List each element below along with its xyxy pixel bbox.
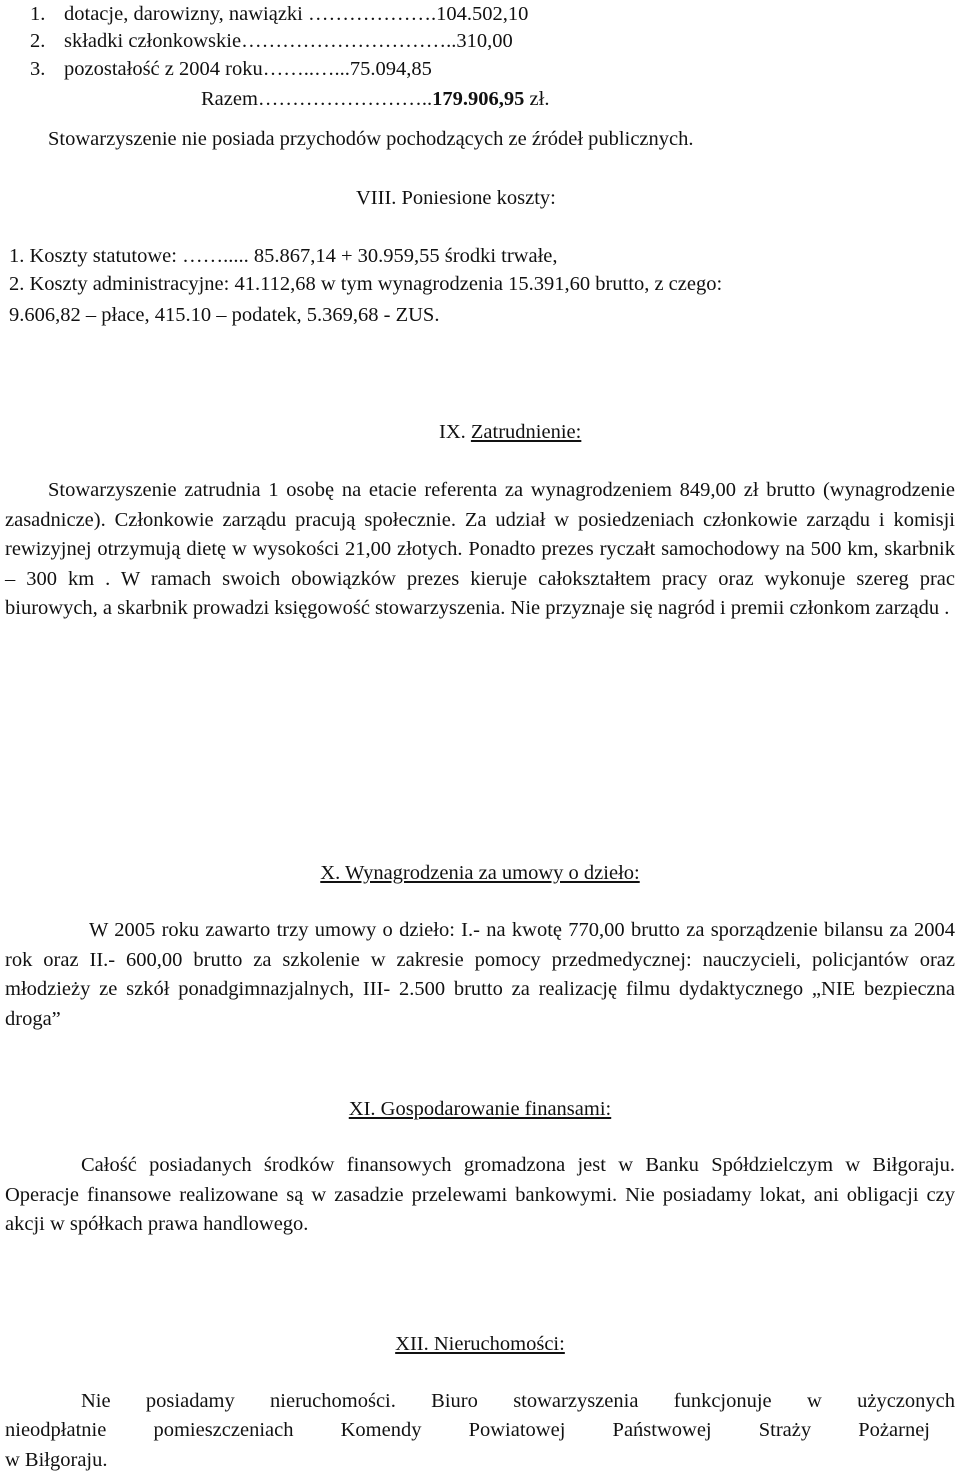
income-total-label: Razem xyxy=(201,88,258,110)
section-x-body: W 2005 roku zawarto trzy umowy o dzieło: I.- na kwotę 770,00 brutto za sporządzenie bilansu za 2004 rok oraz II.- 600,00 brutto za szkolenie w zakresie pomocy przedmedycznej: nauczycieli, policjantów oraz młodzieży ze szkół ponadgimnazjalnych, III- 2.500 brutto za realizację filmu dydaktycznego „NIE bezpieczna droga” xyxy=(5,919,955,1030)
section-xii-body-line-2: nieodpłatnie pomieszczeniach Komendy Powiatowej Państwowej Straży Pożarnej xyxy=(5,1419,930,1441)
income-total-dots: …………………….. xyxy=(257,88,433,110)
income-item-3-number: 3. xyxy=(30,58,46,80)
section-viii-line-1 xyxy=(9,243,558,269)
section-x-heading: X. Wynagrodzenia za umowy o dzieło: xyxy=(320,862,640,884)
section-xii-body-line-1: Nie posiadamy nieruchomości. Biuro stowarzyszenia funkcjonuje w użyczonych xyxy=(81,1390,955,1412)
section-ix-body: Stowarzyszenie zatrudnia 1 osobę na etacie referenta za wynagrodzeniem 849,00 zł brutto (wynagrodzenie zasadnicze). Członkowie zarządu pracują społecznie. Za udział w posiedzeniach członkowie zarządu i komisji rewizyjnej otrzymują dietę w wysokości 21,00 złotych. Ponadto prezes ryczałt samochodowy na 500 km, skarbnik – 300 km . W ramach swoich obowiązków prezes kieruje całokształtem pracy oraz wykonuje szereg prac biurowych, a skarbnik prowadzi księgowość stowarzyszenia. Nie przyznaje się nagród i premii członkom zarządu . xyxy=(5,479,955,620)
income-item-1 xyxy=(30,1,528,27)
income-total-unit: zł. xyxy=(524,88,550,110)
section-xii-body-line-3: w Biłgoraju. xyxy=(5,1449,108,1471)
income-item-2 xyxy=(30,28,513,54)
section-xii-heading: XII. Nieruchomości: xyxy=(395,1333,565,1355)
section-viii-line-3 xyxy=(9,302,439,328)
income-item-2-number: 2. xyxy=(30,30,46,52)
section-viii-heading xyxy=(356,185,556,211)
section-ix-heading-number: IX. xyxy=(439,421,466,443)
section-xi-body: Całość posiadanych środków finansowych gromadzona jest w Banku Spółdzielczym w Biłgoraju. Operacje finansowe realizowane są w zasadzie przelewami bankowymi. Nie posiadamy lokat, ani obligacji czy akcji w spółkach prawa handlowego. xyxy=(5,1154,955,1236)
income-note-text: Stowarzyszenie nie posiada przychodów pochodzących ze źródeł publicznych. xyxy=(48,128,694,150)
income-item-1-text: dotacje, darowizny, nawiązki ……………….104.502,10 xyxy=(64,3,529,25)
section-viii-line-3-text: 9.606,82 – płace, 415.10 – podatek, 5.369,68 - ZUS. xyxy=(9,304,440,326)
section-ix-heading xyxy=(439,419,581,445)
section-xi-heading: XI. Gospodarowanie finansami: xyxy=(348,1098,612,1120)
income-item-3-text: pozostałość z 2004 roku……..…...75.094,85 xyxy=(64,58,432,80)
income-item-3 xyxy=(30,56,432,82)
section-ix-heading-text: Zatrudnienie: xyxy=(470,421,582,443)
section-viii-heading-text: VIII. Poniesione koszty: xyxy=(356,187,556,209)
section-viii-line-2-text: 2. Koszty administracyjne: 41.112,68 w tym wynagrodzenia 15.391,60 brutto, z czego: xyxy=(9,273,723,295)
income-total-value: 179.906,95 xyxy=(432,88,525,110)
section-viii-line-2 xyxy=(9,271,722,297)
section-viii-line-1-text: 1. Koszty statutowe: ……..... 85.867,14 + 30.959,55 środki trwałe, xyxy=(9,245,558,267)
income-note xyxy=(48,126,694,152)
income-total xyxy=(201,86,549,112)
income-item-2-text: składki członkowskie…………………………..310,00 xyxy=(64,30,513,52)
income-item-1-number: 1. xyxy=(30,3,46,25)
